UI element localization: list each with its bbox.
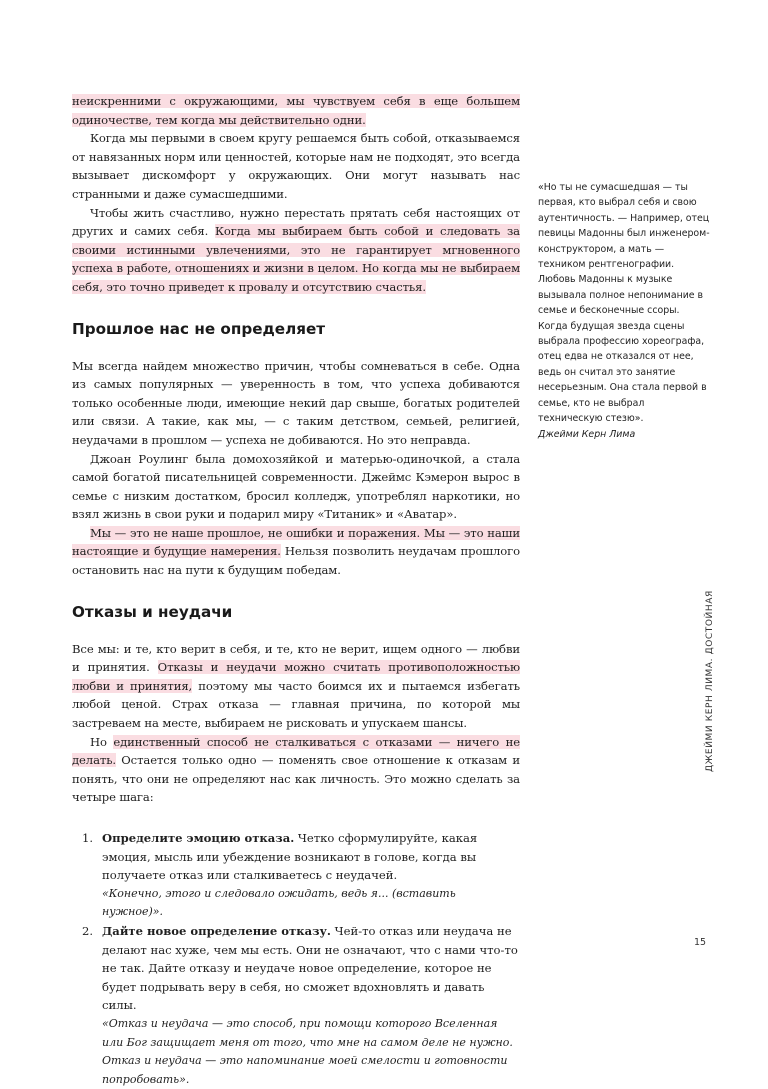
text-run: Остается только одно — поменять свое отношение к отказам и понять, что они не определяют нас как личность. Это можно сделать за четыре шага:	[72, 753, 520, 805]
step-body	[102, 829, 520, 922]
page-number: 15	[694, 937, 707, 948]
paragraph-7	[72, 640, 520, 733]
sidebar-quote-text: «Но ты не сумасшедшая — ты первая, кто выбрал себя и свою аутентичность. — Например, отец певицы Мадонны был инженером-конструктором, а мать — техником рентгенографии. Любовь Мадонны к музыке вызывала полное непонимание в семье и бесконечные ссоры. Когда будущая звезда сцены выбрала профессию хореографа, отец едва не отказался от нее, ведь он считал это занятие несерьезным. Она стала первой в семье, кто не выбрал техническую стезю».	[538, 182, 710, 425]
sidebar-quote	[538, 180, 710, 442]
text-run: Но	[90, 734, 114, 749]
paragraph-8	[72, 733, 520, 807]
steps-list	[72, 829, 520, 1089]
main-text-column	[72, 92, 520, 1089]
section-heading-past: Прошлое нас не определяет	[72, 319, 326, 338]
paragraph-2	[72, 129, 520, 203]
step-title: Определите эмоцию отказа.	[102, 831, 295, 845]
paragraph-4	[72, 357, 520, 450]
step-number: 1.	[82, 831, 94, 845]
step-body	[102, 922, 520, 1089]
step-example: «Конечно, этого и следовало ожидать, ведь я... (вставить нужное)».	[102, 886, 456, 919]
list-item	[72, 829, 520, 922]
text-run: поэтому мы часто боимся их и пытаемся избегать любой ценой. Страх отказа — главная причина, по которой мы застреваем на месте, выбираем не рисковать и упускаем шансы.	[72, 678, 520, 731]
text-run: Мы всегда найдем множество причин, чтобы сомневаться в себе. Одна из самых популярных — уверенность в том, что успеха добиваются только особенные люди, имеющие некий дар свыше, богатых родителей или связи. А такие, как мы, — с таким детством, семьей, религией, неудачами в прошлом — успеха не добиваются. Но это неправда.	[72, 358, 520, 447]
highlighted-text: неискренними с окружающими, мы чувствуем себя в еще большем одиночестве, тем когда мы действительно одни.	[72, 94, 520, 127]
text-run: Все мы: и те, кто верит в себя, и те, кто не верит, ищем одного — любви и принятия.	[72, 641, 520, 675]
paragraph-6	[72, 524, 520, 580]
highlighted-text: Мы — это не наше прошлое, не ошибки и поражения. Мы — это наши настоящие и будущие намерения.	[72, 525, 520, 559]
highlighted-text: единственный способ не сталкиваться с отказами — ничего не делать.	[72, 734, 520, 768]
paragraph-5	[72, 450, 520, 524]
step-number: 2.	[82, 923, 94, 938]
running-head: ДЖЕЙМИ КЕРН ЛИМА. ДОСТОЙНАЯ	[705, 590, 715, 772]
step-example: «Отказ и неудача — это способ, при помощи которого Вселенная или Бог защищает меня от того, что мне на самом деле не нужно. Отказ и неудача — это напоминание моей смелости и готовности попробовать».	[102, 1016, 513, 1086]
step-text: Четко сформулируйте, какая эмоция, мысль или убеждение возникают в голове, когда вы получаете отказ или сталкиваетесь с неудачей.	[102, 831, 478, 883]
section-heading-rejections: Отказы и неудачи	[72, 602, 233, 621]
paragraph-3	[72, 204, 520, 297]
text-run: Джоан Роулинг была домохозяйкой и матерью-одиночкой, а стала самой богатой писательницей современности. Джеймс Кэмерон вырос в семье с низким достатком, бросил колледж, употреблял наркотики, но взял жизнь в свои руки и подарил миру «Титаник» и «Аватар».	[72, 451, 520, 522]
step-text: Чей-то отказ или неудача не делают нас хуже, чем мы есть. Они не означают, что с нами что-то не так. Дайте отказу и неудаче новое определение, которое не будет подрывать веру в себя, но сможет вдохновлять и давать силы.	[102, 923, 518, 1013]
highlighted-text: Отказы и неудачи можно считать противоположностью любви и принятия,	[72, 660, 520, 693]
list-item	[72, 922, 520, 1089]
highlighted-text: Когда мы выбираем быть собой и следовать за своими истинными увлечениями, это не гарантирует мгновенного успеха в работе, отношениях и жизни в целом. Но когда мы не выбираем себя, это точно приведет к провалу и отсутствию счастья.	[72, 224, 520, 294]
sidebar-quote-author: Джейми Керн Лима	[538, 428, 636, 440]
step-title: Дайте новое определение отказу.	[102, 923, 331, 938]
text-run: Чтобы жить счастливо, нужно перестать прятать себя настоящих от других и самих себя.	[72, 205, 520, 239]
text-run: Нельзя позволить неудачам прошлого остановить нас на пути к будущим победам.	[72, 544, 521, 578]
paragraph-1	[72, 92, 520, 129]
text-run: Когда мы первыми в своем кругу решаемся быть собой, отказываемся от навязанных норм или ценностей, которые нам не подходят, это всегда вызывает дискомфорт у окружающих. Они могут называть нас странными и даже сумасшедшими.	[72, 131, 520, 201]
